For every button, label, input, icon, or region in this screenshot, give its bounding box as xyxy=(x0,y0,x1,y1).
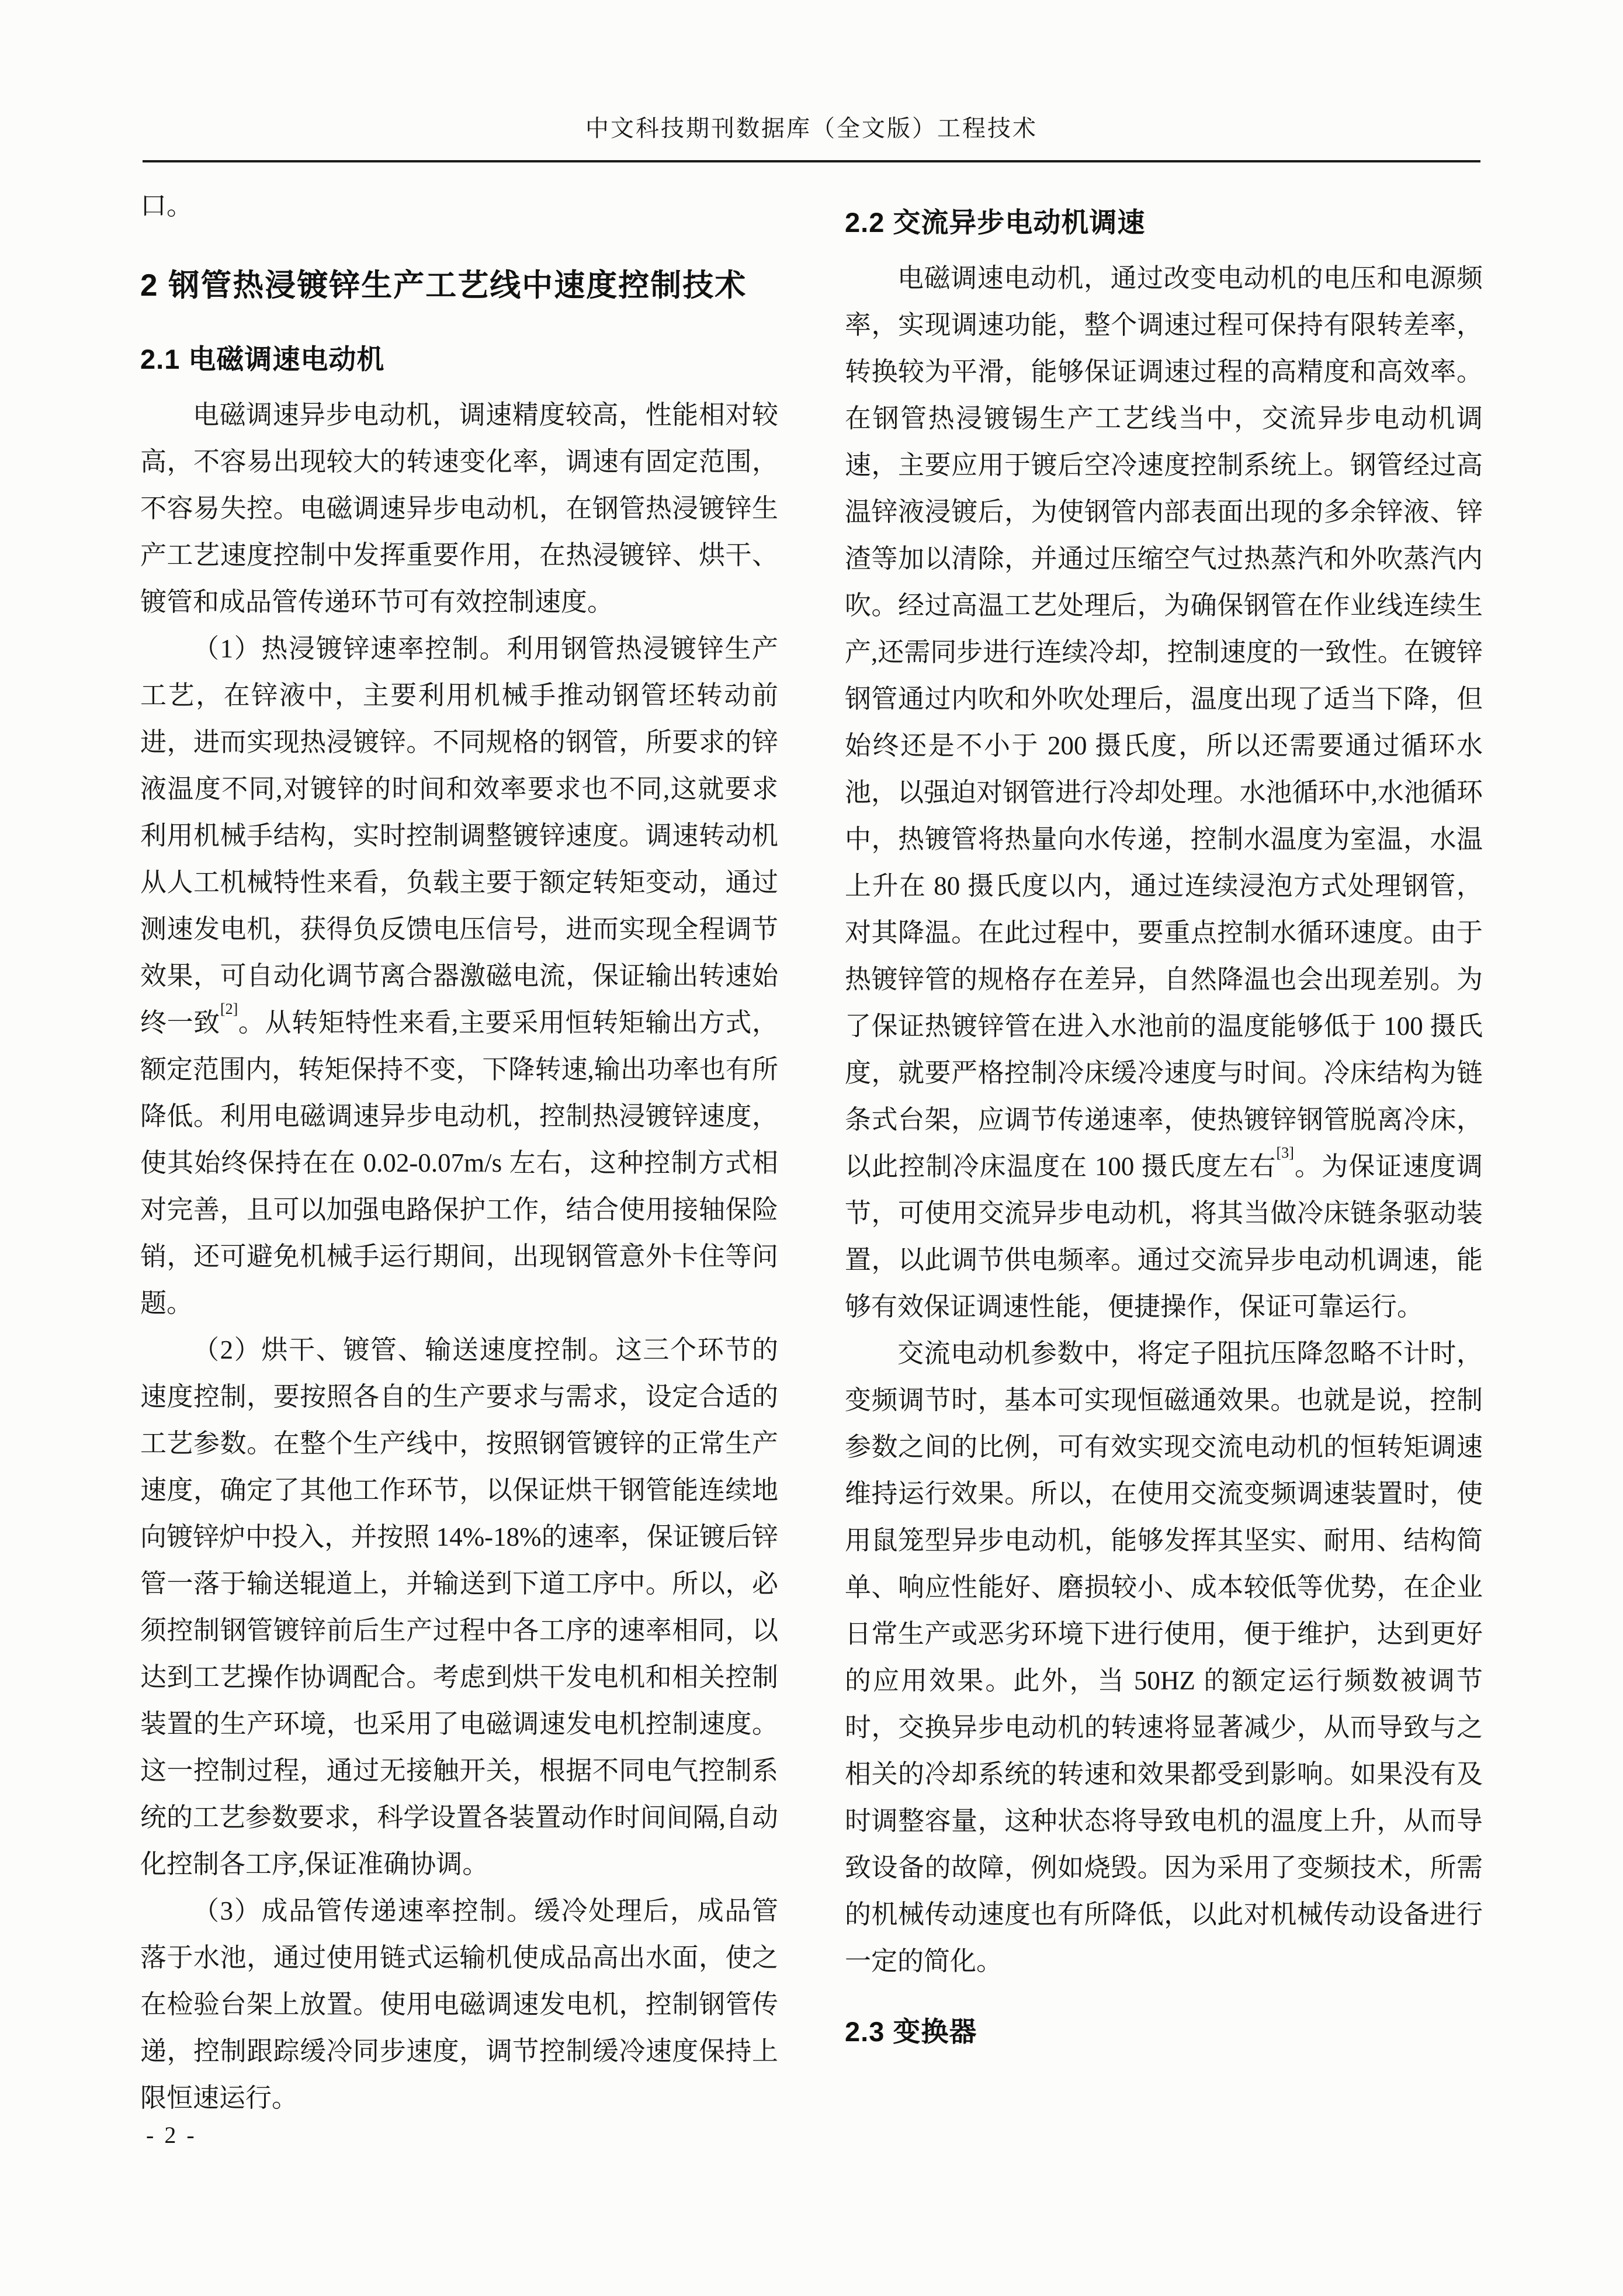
left-column xyxy=(140,182,778,2121)
subsection-heading-2-2: 2.2 交流异步电动机调速 xyxy=(845,207,1146,238)
subsection-heading-2-3: 2.3 变换器 xyxy=(845,2016,977,2047)
paragraph-text: （1）热浸镀锌速率控制。利用钢管热浸镀锌生产工艺，在锌液中，主要利用机械手推动钢管坯转动前进，进而实现热浸镀锌。不同规格的钢管，所要求的锌液温度不同,对镀锌的时间和效率要求也不同,这就要求利用机械手结构，实时控制调整镀锌速度。调速转动机从人工机械特性来看，负载主要于额定转矩变动，通过测速发电机，获得负反馈电压信号，进而实现全程调节效果，可自动化调节离合器激磁电流，保证输出转速始终一致 xyxy=(140,634,778,1037)
section-heading-2: 2 钢管热浸镀锌生产工艺线中速度控制技术 xyxy=(140,268,747,303)
header-rule xyxy=(143,160,1480,162)
body-paragraph: 电磁调速异步电动机，调速精度较高，性能相对较高，不容易出现较大的转速变化率，调速有固定范围，不容易失控。电磁调速异步电动机，在钢管热浸镀锌生产工艺速度控制中发挥重要作用，在热浸镀锌、烘干、镀管和成品管传递环节可有效控制速度。 xyxy=(140,400,778,617)
paragraph-continuation: 口。 xyxy=(140,191,193,220)
body-paragraph: （3）成品管传递速率控制。缓冷处理后，成品管落于水池，通过使用链式运输机使成品高出水面，使之在检验台架上放置。使用电磁调速发电机，控制钢管传递，控制跟踪缓冷同步速度，调节控制缓冷速度保持上限恒速运行。 xyxy=(140,1896,778,2113)
right-column xyxy=(845,203,1483,2051)
body-paragraph xyxy=(845,255,1483,1330)
body-paragraph: 交流电动机参数中，将定子阻抗压降忽略不计时，变频调节时，基本可实现恒磁通效果。也就是说，控制参数之间的比例，可有效实现交流电动机的恒转矩调速维持运行效果。所以，在使用交流变频调速装置时，使用鼠笼型异步电动机，能够发挥其坚实、耐用、结构简单、响应性能好、磨损较小、成本较低等优势，在企业日常生产或恶劣环境下进行使用，便于维护，达到更好的应用效果。此外，当 50HZ 的额定运行频数被调节时，交换异步电动机的转速将显著减少，从而导致与之相关的冷却系统的转速和效果都受到影响。如果没有及时调整容量，这种状态将导致电机的温度上升，从而导致设备的故障，例如烧毁。因为采用了变频技术，所需的机械传动速度也有所降低，以此对机械传动设备进行一定的简化。 xyxy=(845,1339,1483,1976)
citation-ref-3: [3] xyxy=(1276,1144,1294,1161)
paragraph-text: 电磁调速电动机，通过改变电动机的电压和电源频率，实现调速功能，整个调速过程可保持有限转差率，转换较为平滑，能够保证调速过程的高精度和高效率。在钢管热浸镀锡生产工艺线当中，交流异步电动机调速，主要应用于镀后空冷速度控制系统上。钢管经过高温锌液浸镀后，为使钢管内部表面出现的多余锌液、锌渣等加以清除，并通过压缩空气过热蒸汽和外吹蒸汽内吹。经过高温工艺处理后，为确保钢管在作业线连续生产,还需同步进行连续冷却，控制速度的一致性。在镀锌钢管通过内吹和外吹处理后，温度出现了适当下降，但始终还是不小于 200 摄氏度，所以还需要通过循环水池，以强迫对钢管进行冷却处理。水池循环中,水池循环中，热镀管将热量向水传递，控制水温度为室温，水温上升在 80 摄氏度以内，通过连续浸泡方式处理钢管，对其降温。在此过程中，要重点控制水循环速度。由于热镀锌管的规格存在差异，自然降温也会出现差别。为了保证热镀锌管在进入水池前的温度能够低于 100 摄氏度，就要严格控制冷床缓冷速度与时间。冷床结构为链条式台架，应调节传递速率，使热镀锌钢管脱离冷床，以此控制冷床温度在 100 摄氏度左右 xyxy=(845,264,1483,1181)
subsection-heading-2-1: 2.1 电磁调速电动机 xyxy=(140,344,385,375)
citation-ref-2: [2] xyxy=(220,1000,238,1017)
paragraph-text: 。为保证速度调节，可使用交流异步电动机，将其当做冷床链条驱动装置，以此调节供电频率。通过交流异步电动机调速，能够有效保证调速性能，便捷操作，保证可靠运行。 xyxy=(845,1152,1483,1321)
page-number: - 2 - xyxy=(146,2122,197,2148)
journal-header-title: 中文科技期刊数据库（全文版）工程技术 xyxy=(585,115,1038,141)
body-paragraph xyxy=(140,625,778,1327)
body-paragraph: （2）烘干、镀管、输送速度控制。这三个环节的速度控制，要按照各自的生产要求与需求，设定合适的工艺参数。在整个生产线中，按照钢管镀锌的正常生产速度，确定了其他工作环节，以保证烘干钢管能连续地向镀锌炉中投入，并按照 14%-18%的速率，保证镀后锌管一落于输送辊道上，并输送到下道工序中。所以，必须控制钢管镀锌前后生产过程中各工序的速率相同，以达到工艺操作协调配合。考虑到烘干发电机和相关控制装置的生产环境，也采用了电磁调速发电机控制速度。这一控制过程，通过无接触开关，根据不同电气控制系统的工艺参数要求，科学设置各装置动作时间间隔,自动化控制各工序,保证准确协调。 xyxy=(140,1335,778,1879)
paragraph-text: 。从转矩特性来看,主要采用恒转矩输出方式，额定范围内，转矩保持不变，下降转速,输出功率也有所降低。利用电磁调速异步电动机，控制热浸镀锌速度，使其始终保持在在 0.02-0.07m/s 左右，这种控制方式相对完善，且可以加强电路保护工作，结合使用接轴保险销，还可避免机械手运行期间，出现钢管意外卡住等问题。 xyxy=(140,1008,778,1318)
